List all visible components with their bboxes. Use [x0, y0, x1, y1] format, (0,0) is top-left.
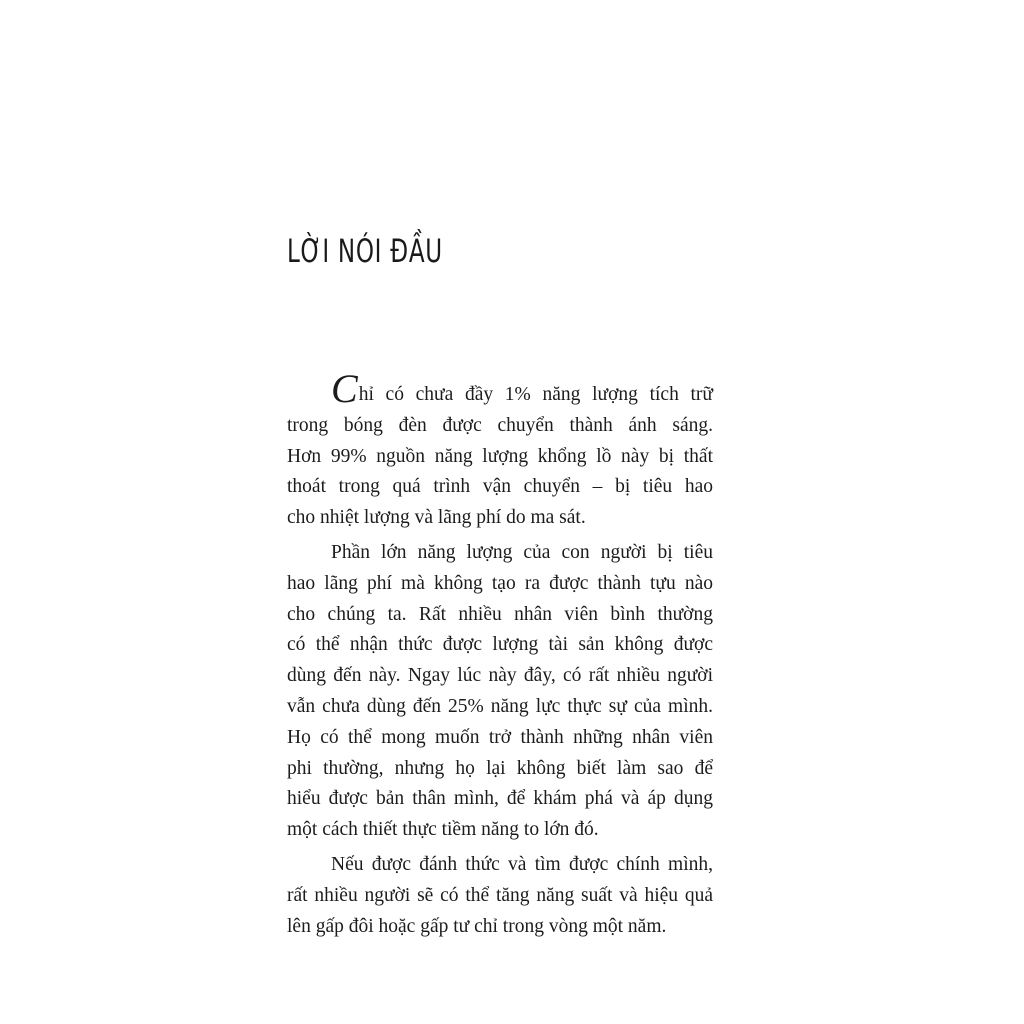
- paragraph-2-line-10: một cách thiết thực tiềm năng to lớn đó.: [287, 819, 599, 841]
- paragraph-3-line-2: rất nhiều người sẽ có thể tăng năng suất và hiệu quả: [287, 884, 713, 906]
- paragraph-1-line-1: [287, 366, 713, 411]
- paragraph-2-line-7: Họ có thể mong muốn trở thành những nhân viên: [287, 726, 713, 748]
- paragraph-2-line-2: hao lãng phí mà không tạo ra được thành tựu nào: [287, 572, 713, 594]
- paragraph-2-line-6: vẫn chưa dùng đến 25% năng lực thực sự của mình.: [287, 695, 713, 717]
- paragraph-2-line-5: dùng đến này. Ngay lúc này đây, có rất nhiều người: [287, 665, 713, 687]
- paragraph-3-line-1: Nếu được đánh thức và tìm được chính mình,: [331, 853, 713, 875]
- paragraph-2-line-3: cho chúng ta. Rất nhiều nhân viên bình thường: [287, 603, 713, 625]
- paragraph-1-line-3: Hơn 99% nguồn năng lượng khổng lồ này bị thất: [287, 445, 713, 467]
- chapter-title: LỜI NÓI ĐẦU: [287, 232, 443, 270]
- paragraph-3-line-3: lên gấp đôi hoặc gấp tư chỉ trong vòng một năm.: [287, 915, 667, 937]
- paragraph-2-line-8: phi thường, nhưng họ lại không biết làm sao để: [287, 757, 713, 779]
- paragraph-2-line-9: hiểu được bản thân mình, để khám phá và áp dụng: [287, 788, 713, 810]
- drop-cap: C: [331, 366, 358, 411]
- paragraph-1: [287, 366, 713, 534]
- body-text: [287, 366, 713, 946]
- paragraph-2-line-1: Phần lớn năng lượng của con người bị tiêu: [331, 541, 713, 563]
- paragraph-2: [287, 538, 713, 846]
- paragraph-1-line-2: trong bóng đèn được chuyển thành ánh sáng.: [287, 414, 713, 436]
- paragraph-1-line-5: cho nhiệt lượng và lãng phí do ma sát.: [287, 507, 586, 529]
- paragraph-1-line-1-text: hỉ có chưa đầy 1% năng lượng tích trữ: [358, 384, 713, 405]
- paragraph-1-line-4: thoát trong quá trình vận chuyển – bị tiêu hao: [287, 476, 713, 498]
- paragraph-3: [287, 850, 713, 942]
- paragraph-2-line-4: có thể nhận thức được lượng tài sản không được: [287, 634, 713, 656]
